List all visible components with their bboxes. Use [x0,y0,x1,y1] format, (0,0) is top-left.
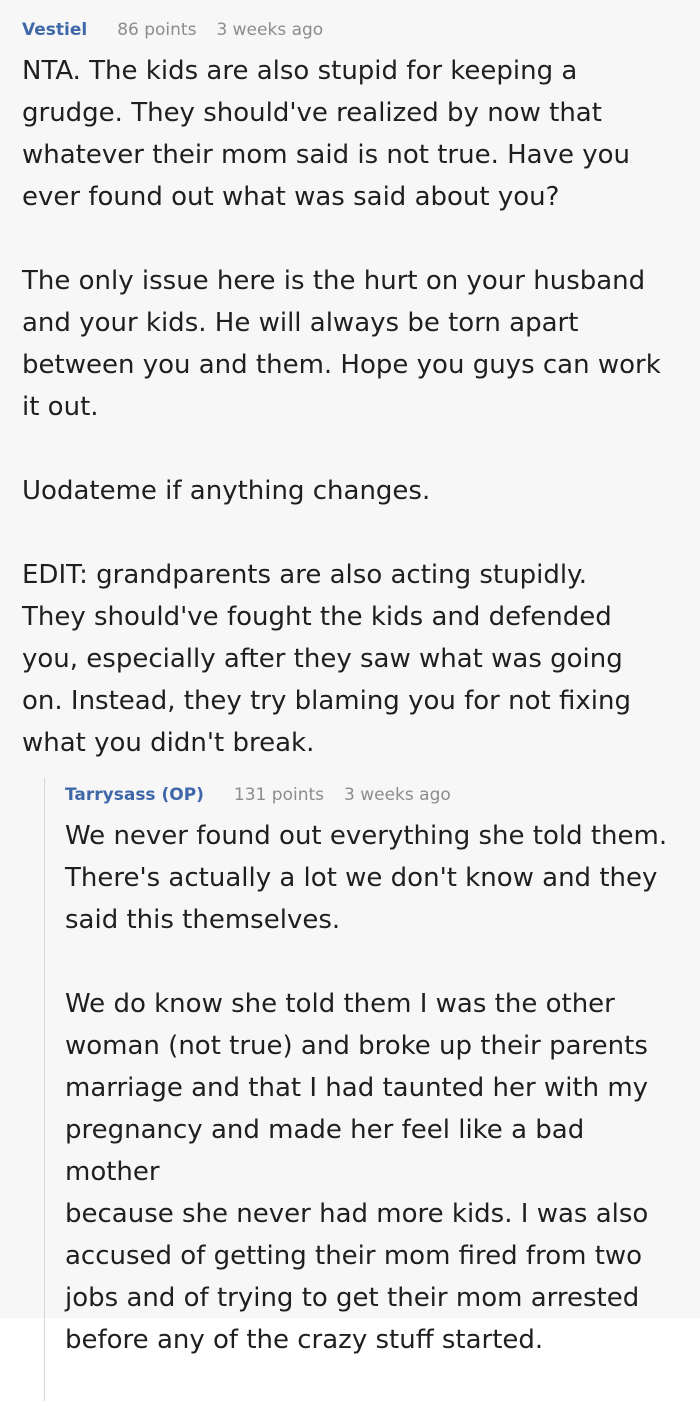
reply-timestamp[interactable]: 3 weeks ago [344,785,451,805]
reply-paragraph: We do know she told them I was the other woman (not true) and broke up their parents marriage and that I had taunted her with my pregnancy and made her feel like a bad mother because she never had more kids. I was also accused of getting their mom fired from two jobs and of trying to get their mom arrested before any of the crazy stuff started. [65,989,649,1355]
comment-points: 86 points [117,20,197,40]
comment-author-link[interactable]: Vestiel [22,20,88,40]
reply-thread-line [44,778,45,1401]
reply-body [65,815,668,1361]
reply-comment [44,784,684,1361]
reply-author-link[interactable]: Tarrysass (OP) [65,785,204,805]
reply-paragraph: We never found out everything she told them. There's actually a lot we don't know and they said this themselves. [65,821,668,935]
comment-paragraph: EDIT: grandparents are also acting stupidly. They should've fought the kids and defended you, especially after they saw what was going on. Instead, they try blaming you for not fixing what you didn't break. [22,560,631,758]
comment-body [22,50,684,764]
reply-points: 131 points [233,785,324,805]
reply-meta [65,784,668,806]
comment-paragraph: NTA. The kids are also stupid for keeping a grudge. They should've realized by now that whatever their mom said is not true. Have you ever found out what was said about you? [22,56,631,212]
comment-meta [22,19,684,41]
comment-timestamp[interactable]: 3 weeks ago [216,20,324,40]
comment-paragraph: Uodateme if anything changes. [22,476,431,506]
comment-paragraph: The only issue here is the hurt on your husband and your kids. He will always be torn apart between you and them. Hope you guys can work it out. [22,266,661,422]
